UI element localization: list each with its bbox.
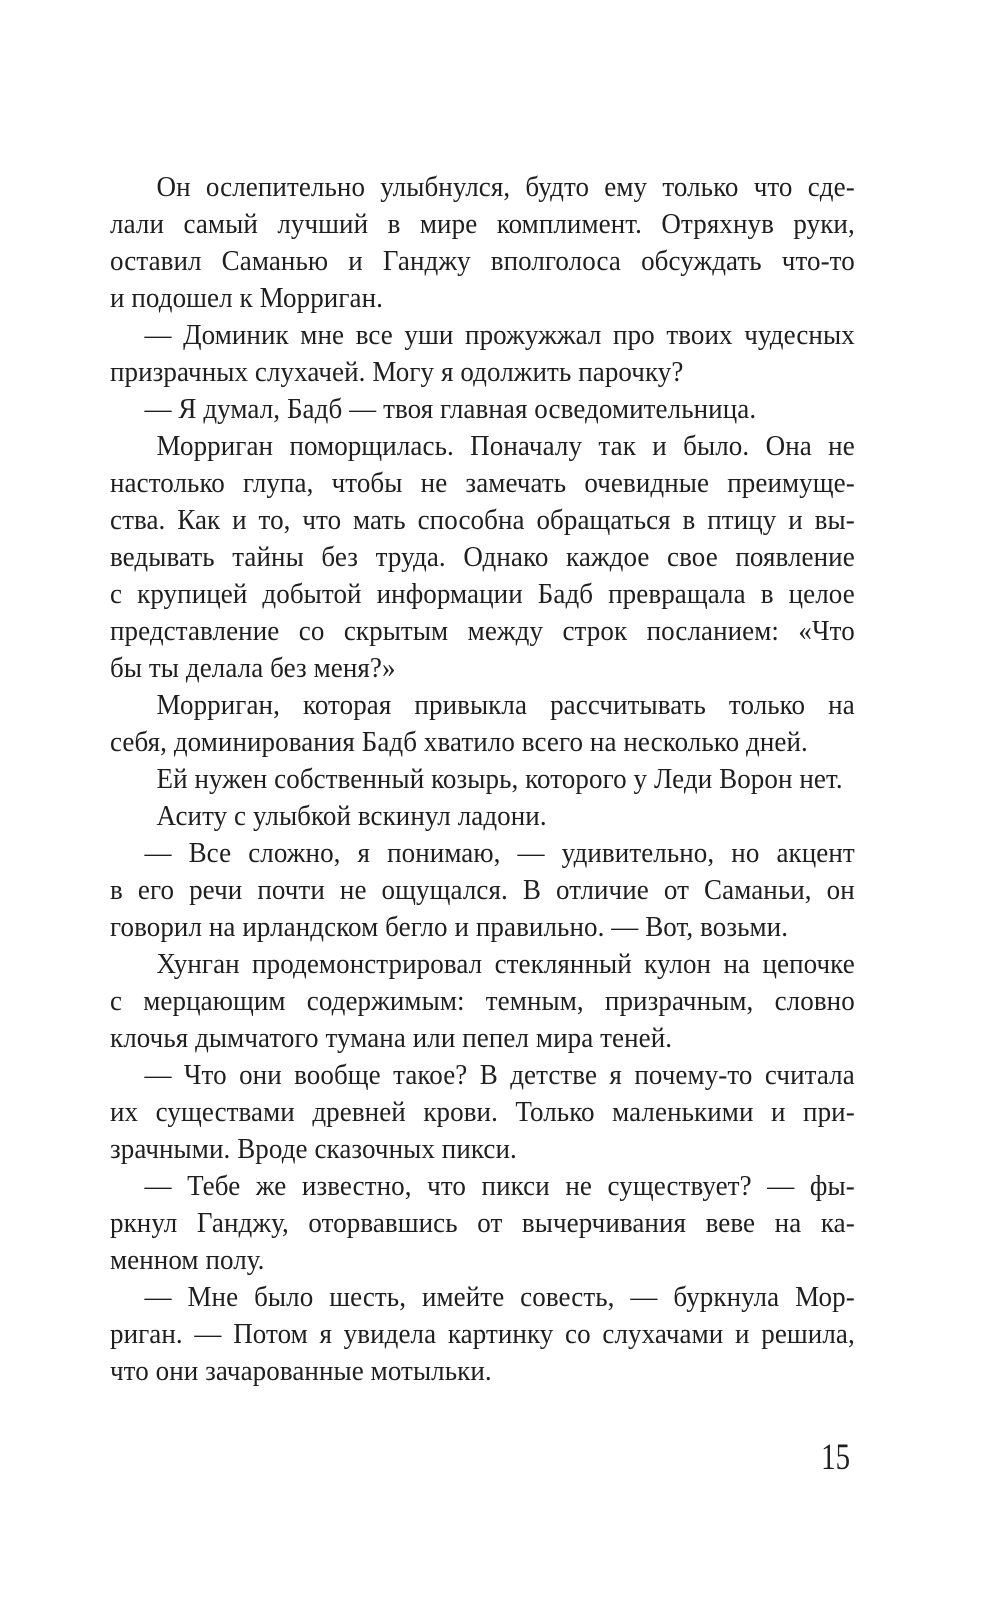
text-line: призрачных слухачей. Могу я одолжить парочку? [110,356,684,388]
text-line: Ей нужен собственный козырь, которого у Леди Ворон нет. [156,763,843,795]
text-line: Морриган поморщилась. Поначалу так и было. Она не [156,430,855,462]
text-line: их существами древней крови. Только маленькими и при- [110,1096,855,1128]
text-line: представление со скрытым между строк посланием: «Что [110,615,855,647]
text-line: — Доминик мне все уши прожужжал про твоих чудесных [144,319,855,351]
text-line: риган. — Потом я увидела картинку со слухачами и решила, [110,1318,855,1350]
text-line: говорил на ирландском бегло и правильно. — Вот, возьми. [110,911,789,943]
text-line: ведывать тайны без труда. Однако каждое свое появление [110,541,855,573]
text-line: — Тебе же известно, что пикси не существует? — фы- [144,1170,855,1202]
text-line: и подошел к Морриган. [110,282,383,314]
text-line: зрачными. Вроде сказочных пикси. [110,1133,517,1165]
text-line: — Мне было шесть, имейте совесть, — буркнула Мор- [144,1281,855,1313]
text-line: — Все сложно, я понимаю, — удивительно, но акцент [144,837,855,869]
text-line: Хунган продемонстрировал стеклянный кулон на цепочке [156,948,855,980]
text-line: оставил Саманью и Ганджу вполголоса обсуждать что-то [110,245,855,277]
text-line: бы ты делала без меня?» [110,652,396,684]
text-line: клочья дымчатого тумана или пепел мира теней. [110,1022,673,1054]
text-line: Аситу с улыбкой вскинул ладони. [156,800,547,832]
text-line: с крупицей добытой информации Бадб превращала в целое [110,578,855,610]
text-line: Он ослепительно улыбнулся, будто ему только что сде- [156,171,855,203]
text-line: ства. Как и то, что мать способна обращаться в птицу и вы- [110,504,855,536]
text-line: менном полу. [110,1244,265,1276]
text-line: — Что они вообще такое? В детстве я почему-то считала [144,1059,855,1091]
text-line: что они зачарованные мотыльки. [110,1355,492,1387]
page-number: 15 [821,1437,850,1478]
text-line: себя, доминирования Бадб хватило всего на несколько дней. [110,726,808,758]
text-line: настолько глупа, чтобы не замечать очевидные преимуще- [110,467,855,499]
text-line: с мерцающим содержимым: темным, призрачным, словно [110,985,855,1017]
text-line: в его речи почти не ощущался. В отличие от Саманьи, он [110,874,855,906]
text-line: — Я думал, Бадб — твоя главная осведомительница. [144,393,757,425]
text-line: ркнул Ганджу, оторвавшись от вычерчивания веве на ка- [110,1207,855,1239]
text-line: Морриган, которая привыкла рассчитывать только на [156,689,855,721]
page-text [110,169,855,1390]
text-line: лали самый лучший в мире комплимент. Отряхнув руки, [110,208,855,240]
